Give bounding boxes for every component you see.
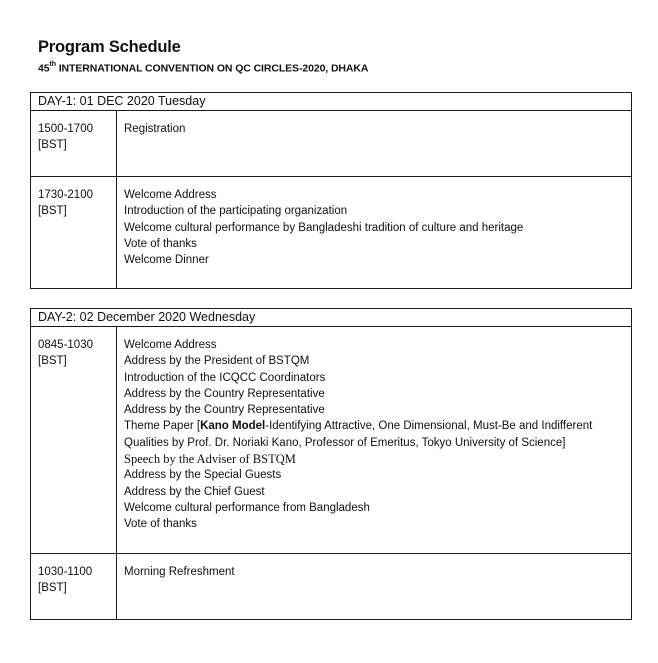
event-item: Address by the Country Representative — [124, 387, 325, 400]
event-item: Address by the President of BSTQM — [124, 355, 310, 368]
page-subtitle — [38, 62, 368, 75]
event-cell — [117, 177, 632, 289]
event-item: Welcome cultural performance from Bangladesh — [124, 501, 370, 514]
event-item: Address by the Chief Guest — [124, 485, 265, 498]
theme-paper-bold: Kano Model — [200, 420, 266, 433]
theme-paper-rest: -Identifying Attractive, One Dimensional, Must-Be and Indifferent — [265, 420, 593, 433]
event-item: Address by the Country Representative — [124, 404, 325, 417]
event-item: Welcome cultural performance by Bangladeshi tradition of culture and heritage — [124, 221, 524, 234]
time-range: 1500-1700 — [38, 123, 93, 135]
time-range: 0845-1030 — [38, 339, 93, 351]
day-heading-row — [31, 309, 632, 327]
event-item: Address by the Special Guests — [124, 469, 282, 482]
time-cell — [31, 327, 117, 554]
time-zone: [BST] — [38, 582, 67, 595]
time-zone: [BST] — [38, 139, 67, 152]
day-heading: DAY-1: 01 DEC 2020 Tuesday — [31, 93, 632, 111]
time-zone: [BST] — [38, 205, 67, 218]
time-cell — [31, 177, 117, 289]
day-heading: DAY-2: 02 December 2020 Wednesday — [31, 309, 632, 327]
event-item: Registration — [124, 123, 186, 135]
page-title: Program Schedule — [38, 38, 181, 56]
event-item: Speech by the Adviser of BSTQM — [124, 452, 296, 467]
schedule-row — [31, 177, 632, 289]
event-item: Vote of thanks — [124, 518, 197, 531]
subtitle-ordinal: 45 — [38, 62, 50, 75]
day-heading-row — [31, 93, 632, 111]
time-range: 1030-1100 — [38, 566, 93, 578]
event-item: Welcome Dinner — [124, 254, 209, 267]
event-item: Welcome Address — [124, 189, 217, 201]
schedule-row — [31, 111, 632, 177]
time-zone: [BST] — [38, 355, 67, 368]
event-item: Introduction of the participating organization — [124, 205, 348, 218]
day-1-schedule-table — [30, 92, 632, 289]
day-2-schedule-table — [30, 308, 632, 620]
event-item: Welcome Address — [124, 339, 217, 351]
event-cell — [117, 111, 632, 177]
event-cell — [117, 327, 632, 554]
schedule-row — [31, 327, 632, 554]
schedule-row — [31, 554, 632, 620]
time-cell — [31, 554, 117, 620]
event-item: Vote of thanks — [124, 237, 197, 250]
time-cell — [31, 111, 117, 177]
time-range: 1730-2100 — [38, 189, 93, 201]
theme-paper-prefix: Theme Paper [ — [124, 420, 201, 433]
event-item: Introduction of the ICQCC Coordinators — [124, 371, 326, 384]
event-cell — [117, 554, 632, 620]
theme-paper-line-2: Qualities by Prof. Dr. Noriaki Kano, Professor of Emeritus, Tokyo University of Science] — [124, 436, 566, 449]
subtitle-text: INTERNATIONAL CONVENTION ON QC CIRCLES-2020, DHAKA — [55, 62, 369, 75]
theme-paper-line — [124, 418, 631, 434]
event-item: Morning Refreshment — [124, 566, 235, 578]
subtitle-ordinal-suffix: th — [49, 61, 56, 68]
